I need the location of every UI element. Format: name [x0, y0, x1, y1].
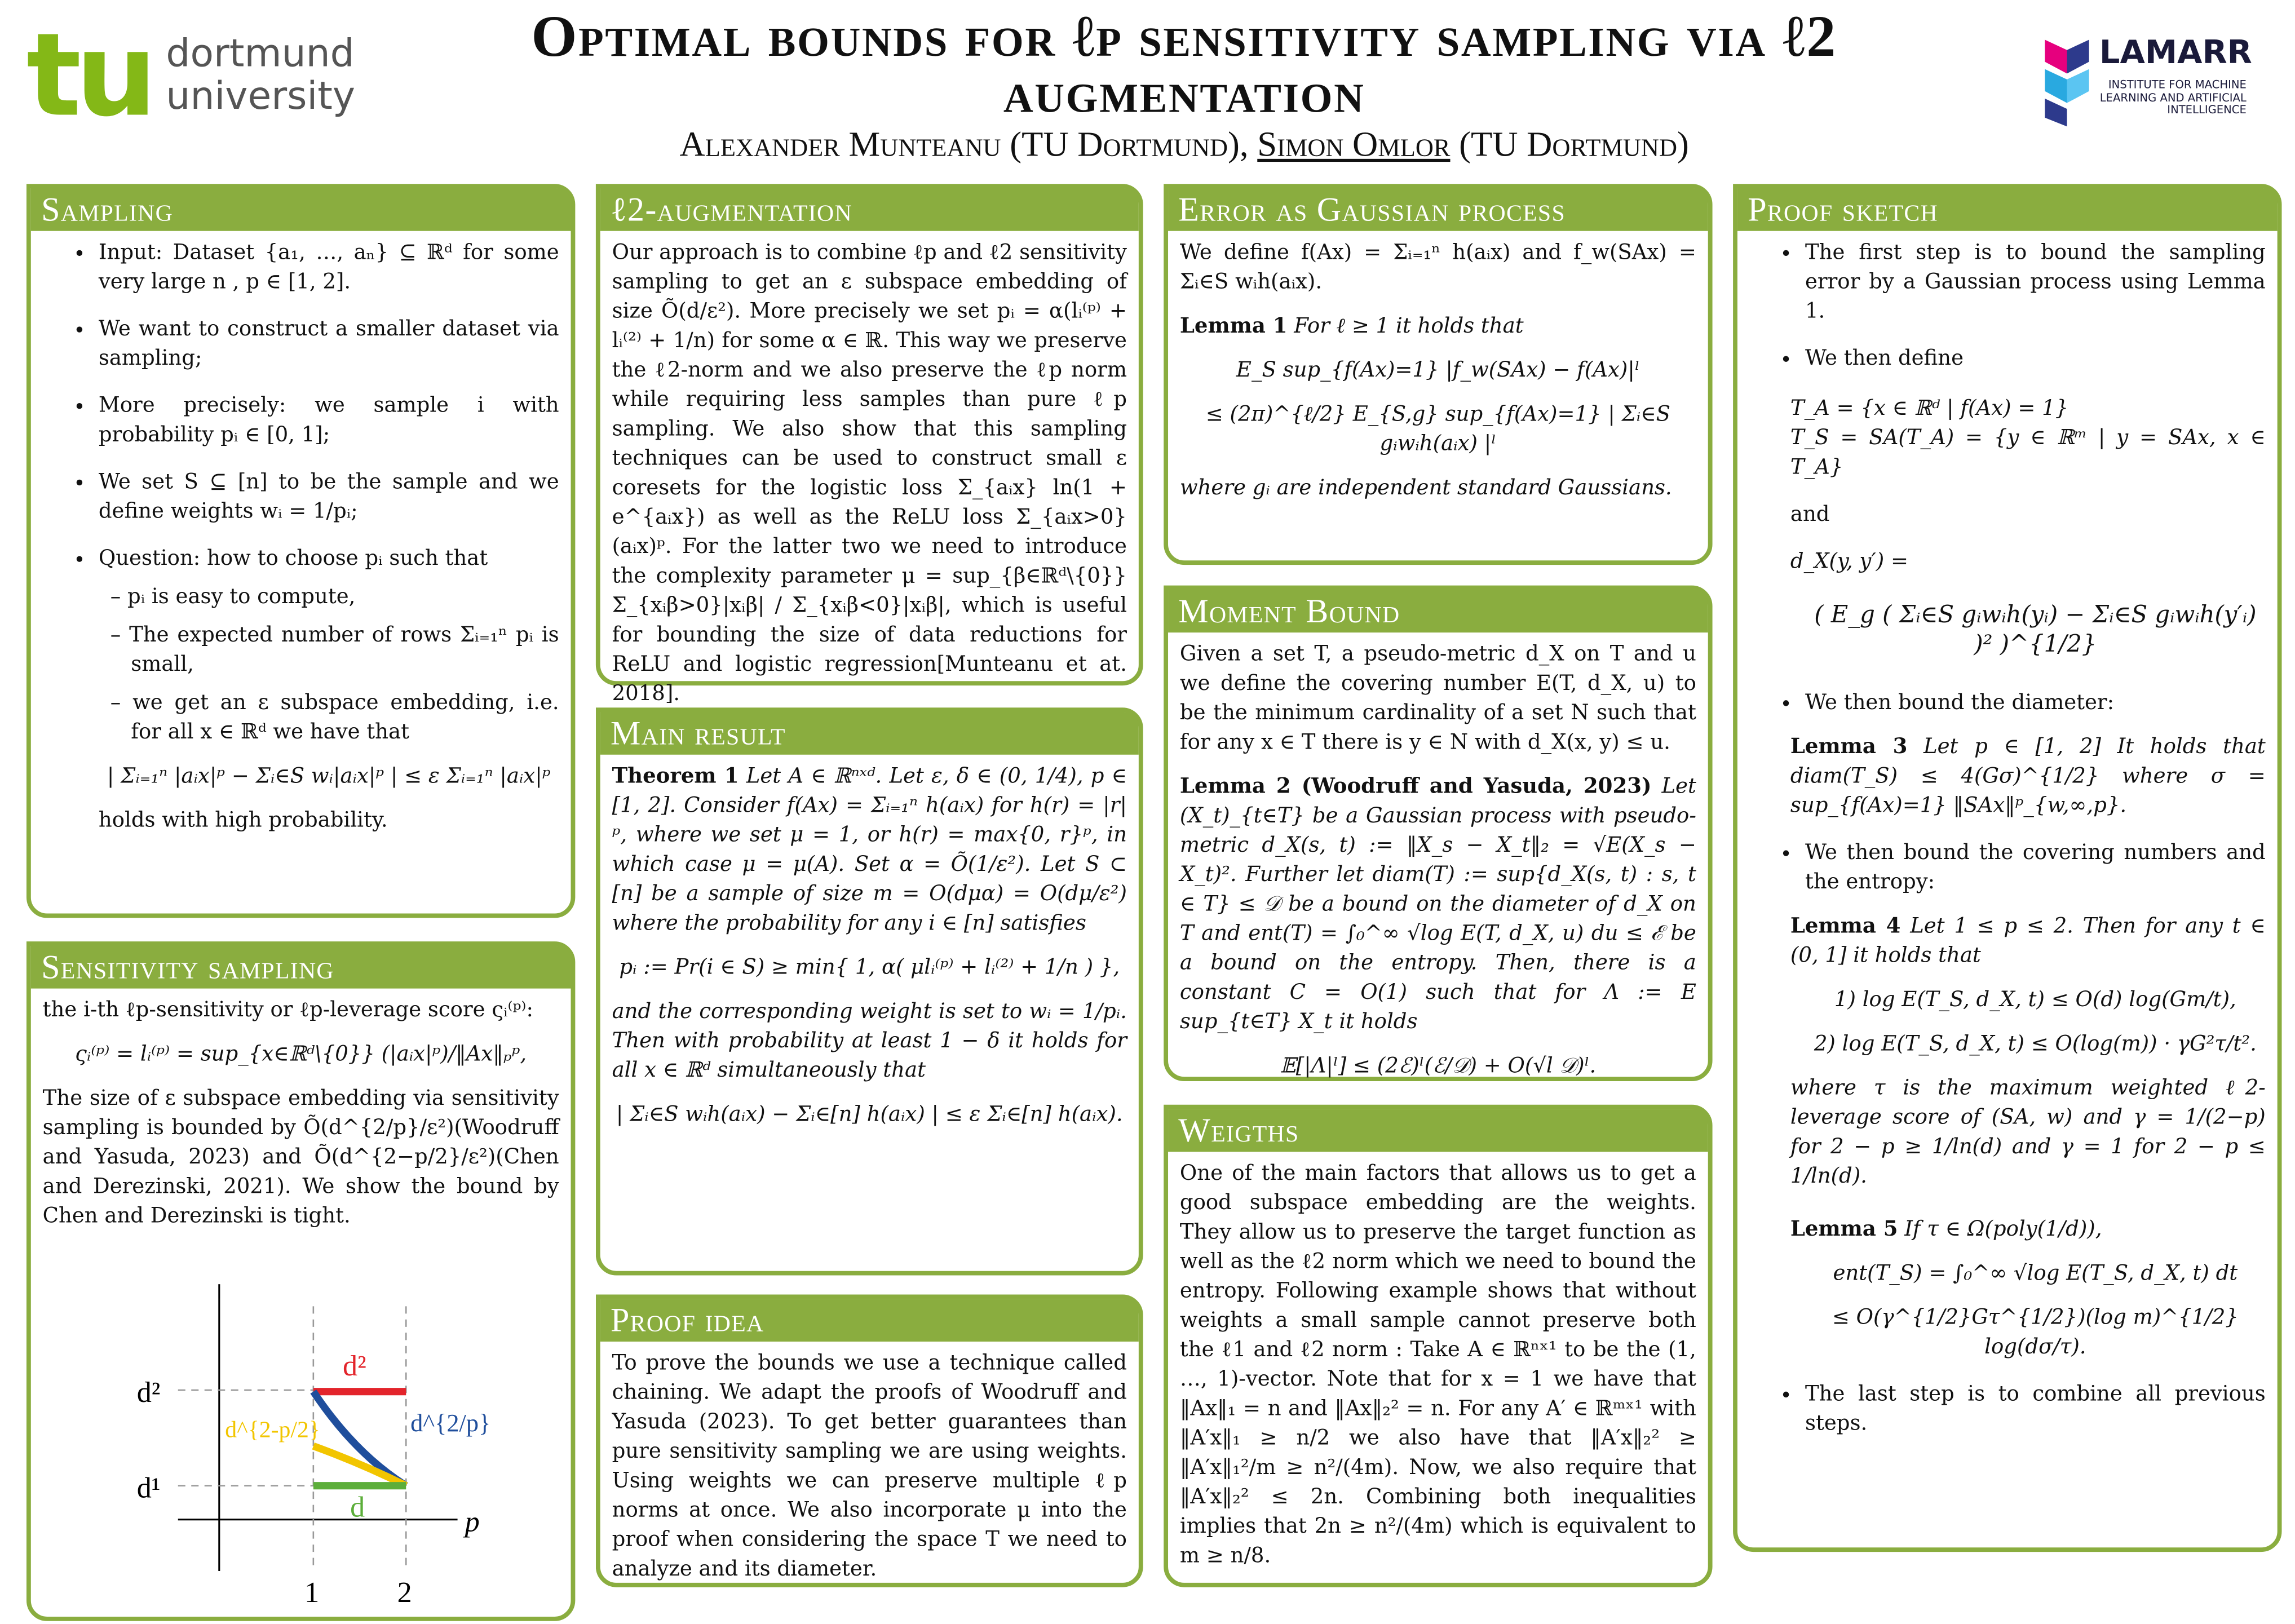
equation: ςᵢ⁽ᵖ⁾ = lᵢ⁽ᵖ⁾ = sup_{x∈ℝᵈ\{0}} (|aᵢx|ᵖ)/‖Ax‖ₚᵖ, — [75, 1043, 527, 1067]
tu-dortmund-logo — [26, 10, 356, 143]
section-title: Sampling — [31, 188, 571, 231]
lemma-text: Let 1 ≤ p ≤ 2. Then for any t ∈ (0, 1] it holds that — [1790, 915, 2266, 968]
text: and — [1790, 503, 1830, 527]
lemma-text: Let (X_t)_{t∈T} be a Gaussian process with pseudo-metric d_X(s, t) := ‖X_s − X_t‖₂ = √E(X_s − X_t)². Further let diam(T) := sup{d_X(s, t) : s, t ∈ T} ≤ 𝒟 be a bound on the diameter of d_X on T and ent(T) = ∫₀^∞ √log E(T, d_X, u) du ≤ ℰ be a bound on the entropy. Then, there is a constant C = O(1) such that for Λ := E sup_{t∈T} X_t it holds — [1179, 775, 1696, 1034]
text: d_X(y, y′) = — [1790, 550, 1909, 574]
list-item: • The first step is to bound the sampling error by a Gaussian process using Lemma 1. — [1805, 238, 2266, 327]
lamarr-subtitle: INSTITUTE FOR MACHINE LEARNING AND ARTIFICIAL INTELLIGENCE — [2099, 78, 2247, 117]
sub-item: – pᵢ is easy to compute, — [131, 582, 559, 612]
lemma-label: Lemma 4 — [1790, 915, 1901, 939]
section-error-gaussian-process — [1164, 184, 1712, 565]
author-1: Alexander Munteanu (TU Dortmund), — [679, 126, 1258, 165]
section-moment-bound — [1164, 586, 1712, 1081]
lemma-text: If τ ∈ Ω(poly(1/d)), — [1904, 1218, 2102, 1242]
list-item-text: Question: how to choose pᵢ such that — [98, 547, 488, 571]
section-sensitivity-sampling — [26, 941, 575, 1621]
poster-header — [382, 3, 1986, 166]
lemma-label: Lemma 5 — [1790, 1218, 1898, 1242]
equation: 1) log E(T_S, d_X, t) ≤ O(d) log(Gm/t), — [1834, 988, 2236, 1012]
x-axis-label: p — [465, 1505, 480, 1538]
section-proof-idea — [596, 1294, 1143, 1587]
theorem-label: Theorem 1 — [612, 764, 739, 789]
author-2: Simon Omlor — [1257, 126, 1451, 165]
text: Our approach is to combine ℓp and ℓ2 sensitivity sampling to get an ε subspace embedding of size Õ(d/ε²). More precisely we set pᵢ = α(lᵢ⁽ᵖ⁾ + lᵢ⁽²⁾ + 1/n) for some α ∈ ℝ. This way we preserve the ℓ2-norm and we also preserve the ℓp norm while requiring less samples than pure ℓp sampling. We also show that this sampling techniques can be used to construct small ε coresets for the logistic loss Σ_{aᵢx} ln(1 + e^{aᵢx}) as well as the ReLU loss Σ_{aᵢx>0}(aᵢx)ᵖ. For the latter two we need to introduce the complexity parameter μ = sup_{β∈ℝᵈ\{0}} Σ_{xᵢβ>0}|xᵢβ| / Σ_{xᵢβ<0}|xᵢβ|, which is useful for bounding the size of data reductions for ReLU and logistic regression[Munteanu et at. 2018]. — [612, 241, 1127, 706]
text: The size of ε subspace embedding via sensitivity sampling is bounded by Õ(d^{2/p}/ε²)(Woodruff and Yasuda, 2023) and Õ(d^{2−p/2}/ε²)(Chen and Derezinski, 2021). We show the bound by Chen and Derezinski is tight. — [42, 1087, 559, 1229]
section-main-result — [596, 707, 1143, 1275]
lemma-label: Lemma 2 (Woodruff and Yasuda, 2023) — [1179, 775, 1652, 799]
lemma-text: Let p ∈ [1, 2] It holds that diam(T_S) ≤ 4(Gσ)^{1/2} where σ = sup_{f(Ax)=1} ‖SAx‖ᵖ_{w,∞,p}. — [1790, 735, 2266, 818]
list-item-text: We then bound the covering numbers and the entropy: — [1805, 841, 2266, 895]
curve-label: d² — [343, 1349, 366, 1382]
list-item — [99, 545, 559, 836]
theorem-text: Let A ∈ ℝⁿˣᵈ. Let ε, δ ∈ (0, 1/4), p ∈ [1, 2]. Consider f(Ax) = Σᵢ₌₁ⁿ h(aᵢx) for h(r) = |r|ᵖ, where we set μ = 1, or h(r) = max{0, r}ᵖ, in which case μ = μ(A). Set α = Õ(1/ε²). Let S ⊂ [n] be a sample of size m = O(dμα) = O(dμ/ε²) where the probability for any i ∈ [n] satisfies — [612, 764, 1127, 936]
section-proof-sketch — [1733, 184, 2281, 1552]
curve-d-2-over-p — [313, 1392, 406, 1486]
equation: E_S sup_{f(Ax)=1} |f_w(SAx) − f(Ax)|ˡ — [1236, 359, 1640, 383]
curve-label: d — [350, 1490, 365, 1524]
section-title: Proof sketch — [1737, 188, 2278, 231]
section-title: ℓ2-augmentation — [600, 188, 1139, 231]
text: One of the main factors that allows us to get a good subspace embedding are the weights. They allow us to preserve the target function as well as the ℓ2 norm which we need to bound the entropy. Following example shows that without weights a small sample cannot preserve both the ℓ1 and ℓ2 norm : Take A ∈ ℝⁿˣ¹ to be the (1, …, 1)-vector. Note that for x = 1 we have that ‖Ax‖₁ = n and ‖Ax‖₂² = n. For any A′ ∈ ℝᵐˣ¹ with ‖A′x‖₁ ≥ n/2 we also have that ‖A′x‖₂² ≥ ‖A′x‖₁²/m ≥ n²/(4m). Now, we also require that ‖A′x‖₂² ≤ 2n. Combining both inequalities implies that 2n ≥ n²/(4m) which is equivalent to m ≥ n/8. — [1179, 1162, 1696, 1568]
section-weights — [1164, 1105, 1712, 1587]
section-l2-augmentation — [596, 184, 1143, 706]
lamarr-logo-mark-icon — [2037, 32, 2096, 129]
curve-label: d^{2/p} — [410, 1409, 491, 1437]
section-sampling — [26, 184, 575, 918]
sensitivity-diagram — [119, 1284, 648, 1608]
section-title: Sensitivity sampling — [31, 946, 571, 989]
lamarr-name: LAMARR — [2099, 35, 2252, 72]
equation: ≤ (2π)^{ℓ/2} E_{S,g} sup_{f(Ax)=1} | Σᵢ∈S gᵢwᵢh(aᵢx) |ˡ — [1205, 403, 1670, 456]
equation: ≤ O(γ^{1/2}Gτ^{1/2})(log m)^{1/2} log(dσ/τ). — [1832, 1306, 2239, 1360]
author-2-affiliation: (TU Dortmund) — [1450, 126, 1689, 165]
lemma-label: Lemma 1 — [1179, 315, 1288, 339]
y-tick-label: d¹ — [136, 1471, 161, 1504]
list-item — [1790, 838, 2266, 1362]
list-item — [1790, 344, 2266, 659]
list-item — [1790, 688, 2266, 821]
list-item: • The last step is to combine all previous steps. — [1805, 1380, 2266, 1439]
lamarr-logo — [2037, 32, 2258, 135]
sub-item: – The expected number of rows Σᵢ₌₁ⁿ pᵢ is small, — [131, 621, 559, 679]
text: holds with high probability. — [98, 809, 388, 833]
text: We define f(Ax) = Σᵢ₌₁ⁿ h(aᵢx) and f_w(SAx) = Σᵢ∈S wᵢh(aᵢx). — [1179, 241, 1696, 294]
section-title: Error as Gaussian process — [1168, 188, 1708, 231]
authors — [382, 126, 1986, 166]
lemma-label: Lemma 3 — [1790, 735, 1908, 759]
list-item: • We want to construct a smaller dataset via sampling; — [99, 315, 559, 373]
list-item: • We set S ⊆ [n] to be the sample and we define weights wᵢ = 1/pᵢ; — [99, 468, 559, 526]
equation: pᵢ := Pr(i ∈ S) ≥ min{ 1, α( μlᵢ⁽ᵖ⁾ + lᵢ⁽²⁾ + 1/n ) }, — [619, 956, 1120, 980]
curve-label: d^{2-p/2} — [225, 1417, 320, 1443]
section-title: Weigths — [1168, 1109, 1708, 1152]
equation: 2) log E(T_S, d_X, t) ≤ O(log(m)) · γG²τ/t². — [1814, 1032, 2257, 1056]
list-item: • More precisely: we sample i with probability pᵢ ∈ [0, 1]; — [99, 391, 559, 450]
definition: T_S = SA(T_A) = {y ∈ ℝᵐ | y = SAx, x ∈ T_A} — [1790, 426, 2266, 480]
section-title: Main result — [600, 712, 1139, 755]
section-title: Proof idea — [600, 1299, 1139, 1342]
list-item-text: We then bound the diameter: — [1805, 691, 2115, 715]
tu-logo-line2: university — [166, 75, 356, 120]
text: the i-th ℓp-sensitivity or ℓp-leverage score ςᵢ⁽ᵖ⁾: — [42, 998, 534, 1023]
equation: | Σᵢ₌₁ⁿ |aᵢx|ᵖ − Σᵢ∈S wᵢ|aᵢx|ᵖ | ≤ ε Σᵢ₌₁ⁿ |aᵢx|ᵖ — [107, 764, 551, 789]
text: and the corresponding weight is set to wᵢ = 1/pᵢ. Then with probability at least 1 − δ it holds for all x ∈ ℝᵈ simultaneously that — [612, 1000, 1127, 1083]
text: where τ is the maximum weighted ℓ2-leverage score of (SA, w) and γ = 1/(2−p) for 2 − p ≥ 1/ln(d) and γ = 1 for 2 − p ≤ 1/ln(d). — [1790, 1077, 2266, 1189]
equation: 𝔼[|Λ|ˡ] ≤ (2ℰ)ˡ(ℰ/𝒟) + O(√l 𝒟)ˡ. — [1280, 1055, 1597, 1078]
lemma-text: For ℓ ≥ 1 it holds that — [1294, 315, 1524, 339]
section-title: Moment Bound — [1168, 590, 1708, 632]
list-item: • Input: Dataset {a₁, …, aₙ} ⊆ ℝᵈ for some very large n , p ∈ [1, 2]. — [99, 238, 559, 297]
equation: ent(T_S) = ∫₀^∞ √log E(T_S, d_X, t) dt — [1833, 1262, 2238, 1286]
poster-title: Optimal bounds for ℓp sensitivity sampling via ℓ2 augmentation — [531, 3, 1838, 125]
definitions — [1790, 394, 2266, 483]
text: To prove the bounds we use a technique called chaining. We adapt the proofs of Woodruff and Yasuda (2023). To get better guarantees than pure sensitivity sampling we are using weights. Using weights we can preserve multiple ℓp norms at once. We also incorporate μ into the proof when considering the space T we need to analyze and its diameter. — [612, 1352, 1127, 1582]
tu-logo-mark: tu — [26, 10, 152, 143]
sub-item: – we get an ε subspace embedding, i.e. for all x ∈ ℝᵈ we have that — [131, 688, 559, 747]
list-item-text: We then define — [1805, 347, 1964, 371]
tu-logo-line1: dortmund — [166, 32, 355, 77]
text: Given a set T, a pseudo-metric d_X on T and u we define the covering number E(T, d_X, u) to be the minimum cardinality of a set N such that for any x ∈ T there is y ∈ N with d_X(x, y) ≤ u. — [1179, 643, 1696, 755]
equation: ( E_g ( Σᵢ∈S gᵢwᵢh(yᵢ) − Σᵢ∈S gᵢwᵢh(y′ᵢ) )² )^{1/2} — [1814, 600, 2257, 658]
y-tick-label: d² — [136, 1375, 161, 1409]
text: where gᵢ are independent standard Gaussians. — [1179, 476, 1672, 501]
x-tick-label: 1 — [304, 1576, 320, 1609]
definition: T_A = {x ∈ ℝᵈ | f(Ax) = 1} — [1790, 397, 2069, 421]
equation: | Σᵢ∈S wᵢh(aᵢx) − Σᵢ∈[n] h(aᵢx) | ≤ ε Σᵢ∈[n] h(aᵢx). — [616, 1103, 1123, 1127]
x-tick-label: 2 — [397, 1576, 412, 1609]
